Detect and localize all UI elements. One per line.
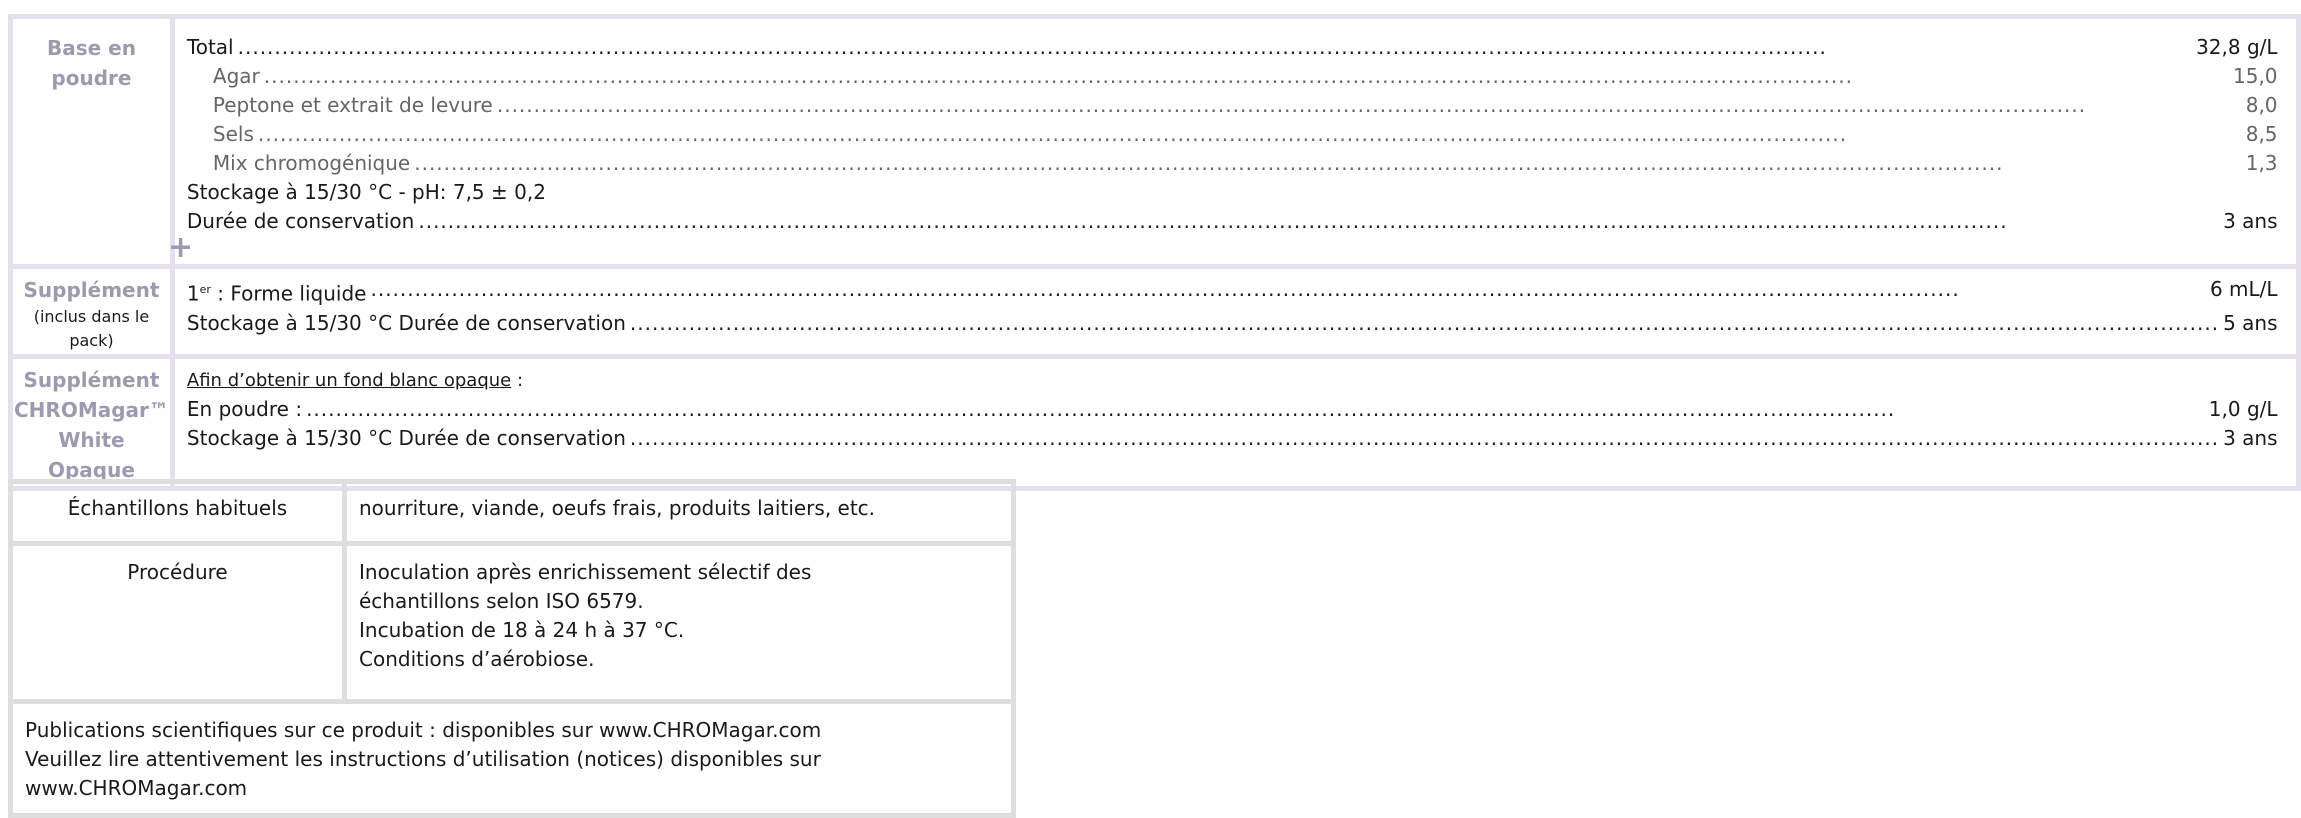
procedure-content xyxy=(345,544,1014,702)
supplement-row xyxy=(11,267,2299,357)
intro-suffix: : xyxy=(511,370,524,391)
liquid-form-value: 6 mL/L xyxy=(2209,277,2278,301)
usage-table xyxy=(8,479,1016,818)
dot-leader xyxy=(630,309,2219,338)
white-opaque-storage-line xyxy=(187,424,2278,453)
white-opaque-row xyxy=(11,357,2299,489)
white-opaque-label-line: CHROMagar™ White xyxy=(14,398,169,452)
dot-leader xyxy=(497,91,2242,120)
ingredient-value: 15,0 xyxy=(2233,64,2278,88)
shelf-life-key: Durée de conservation xyxy=(186,209,415,233)
powder-line xyxy=(187,395,2278,424)
dot-leader xyxy=(630,424,2219,453)
procedure-line: Conditions d’aérobiose. xyxy=(359,647,595,671)
base-label-cell xyxy=(11,17,173,267)
ingredient-key: Sels xyxy=(212,122,254,146)
procedure-label: Procédure xyxy=(11,544,345,702)
procedure-line: échantillons selon ISO 6579. xyxy=(359,589,644,613)
liquid-form-key xyxy=(187,275,367,309)
liquid-form-text: : Forme liquide xyxy=(210,281,367,306)
ingredient-value: 1,3 xyxy=(2245,151,2278,175)
samples-label: Échantillons habituels xyxy=(11,482,345,544)
intro-underlined: Afin d’obtenir un fond blanc opaque xyxy=(186,370,512,391)
base-storage: Stockage à 15/30 °C - pH: 7,5 ± 0,2 xyxy=(186,180,546,204)
ingredient-line xyxy=(187,91,2278,120)
footer-line: Publications scientifiques sur ce produit : disponibles sur www.CHROMagar.com xyxy=(25,718,822,742)
ingredient-key: Mix chromogénique xyxy=(212,151,411,175)
samples-row xyxy=(11,482,1014,544)
supplement-storage-key: Stockage à 15/30 °C Durée de conservation xyxy=(186,310,626,335)
white-opaque-storage-key: Stockage à 15/30 °C Durée de conservation xyxy=(186,426,626,450)
powder-value: 1,0 g/L xyxy=(2208,397,2278,421)
ingredient-line xyxy=(187,62,2278,91)
composition-table xyxy=(8,14,2301,491)
footer-cell xyxy=(11,702,1014,816)
procedure-row xyxy=(11,544,1014,702)
ingredient-line xyxy=(187,120,2278,149)
powder-key: En poudre : xyxy=(186,397,303,421)
ordinal-suffix: er xyxy=(199,283,211,296)
supplement-label: Supplément xyxy=(23,278,160,302)
samples-value: nourriture, viande, oeufs frais, produits laitiers, etc. xyxy=(345,482,1014,544)
total-key: Total xyxy=(186,35,234,59)
footer-line: www.CHROMagar.com xyxy=(25,776,248,800)
white-opaque-label-line: Supplément xyxy=(23,368,160,392)
ingredient-key: Agar xyxy=(212,64,260,88)
supplement-content-cell xyxy=(172,267,2298,357)
base-content-cell xyxy=(172,17,2298,267)
dot-leader xyxy=(306,395,2205,424)
ingredient-value: 8,5 xyxy=(2245,122,2278,146)
dot-leader xyxy=(264,62,2229,91)
supplement-storage-value: 5 ans xyxy=(2223,310,2278,335)
white-opaque-storage-value: 3 ans xyxy=(2223,426,2278,450)
dot-leader xyxy=(370,275,2205,309)
base-label: Base en poudre xyxy=(46,36,136,90)
dot-leader xyxy=(414,149,2241,178)
procedure-line: Incubation de 18 à 24 h à 37 °C. xyxy=(359,618,685,642)
white-opaque-label-line: Opaque xyxy=(47,458,135,482)
total-value: 32,8 g/L xyxy=(2196,35,2278,59)
ingredient-value: 8,0 xyxy=(2245,93,2278,117)
ingredient-line xyxy=(187,149,2278,178)
white-opaque-content-cell xyxy=(172,357,2298,489)
dot-leader xyxy=(238,33,2192,62)
ingredient-key: Peptone et extrait de levure xyxy=(212,93,493,117)
dot-leader xyxy=(258,120,2242,149)
procedure-line: Inoculation après enrichissement sélectif des xyxy=(359,560,812,584)
supplement-sublabel: (inclus dans le pack) xyxy=(33,307,150,350)
supplement-storage-line xyxy=(187,309,2278,338)
shelf-life-value: 3 ans xyxy=(2223,209,2278,233)
base-row xyxy=(11,17,2299,267)
supplement-label-cell xyxy=(11,267,173,357)
dot-leader xyxy=(418,207,2219,236)
total-line xyxy=(187,33,2278,62)
ordinal-number: 1 xyxy=(186,281,200,306)
shelf-life-line xyxy=(187,207,2278,236)
white-opaque-intro xyxy=(187,365,2278,395)
footer-row xyxy=(11,702,1014,816)
footer-line: Veuillez lire attentivement les instructions d’utilisation (notices) disponibles sur xyxy=(25,747,821,771)
liquid-form-line xyxy=(187,275,2278,309)
plus-icon: + xyxy=(168,230,194,265)
white-opaque-label-cell xyxy=(11,357,173,489)
